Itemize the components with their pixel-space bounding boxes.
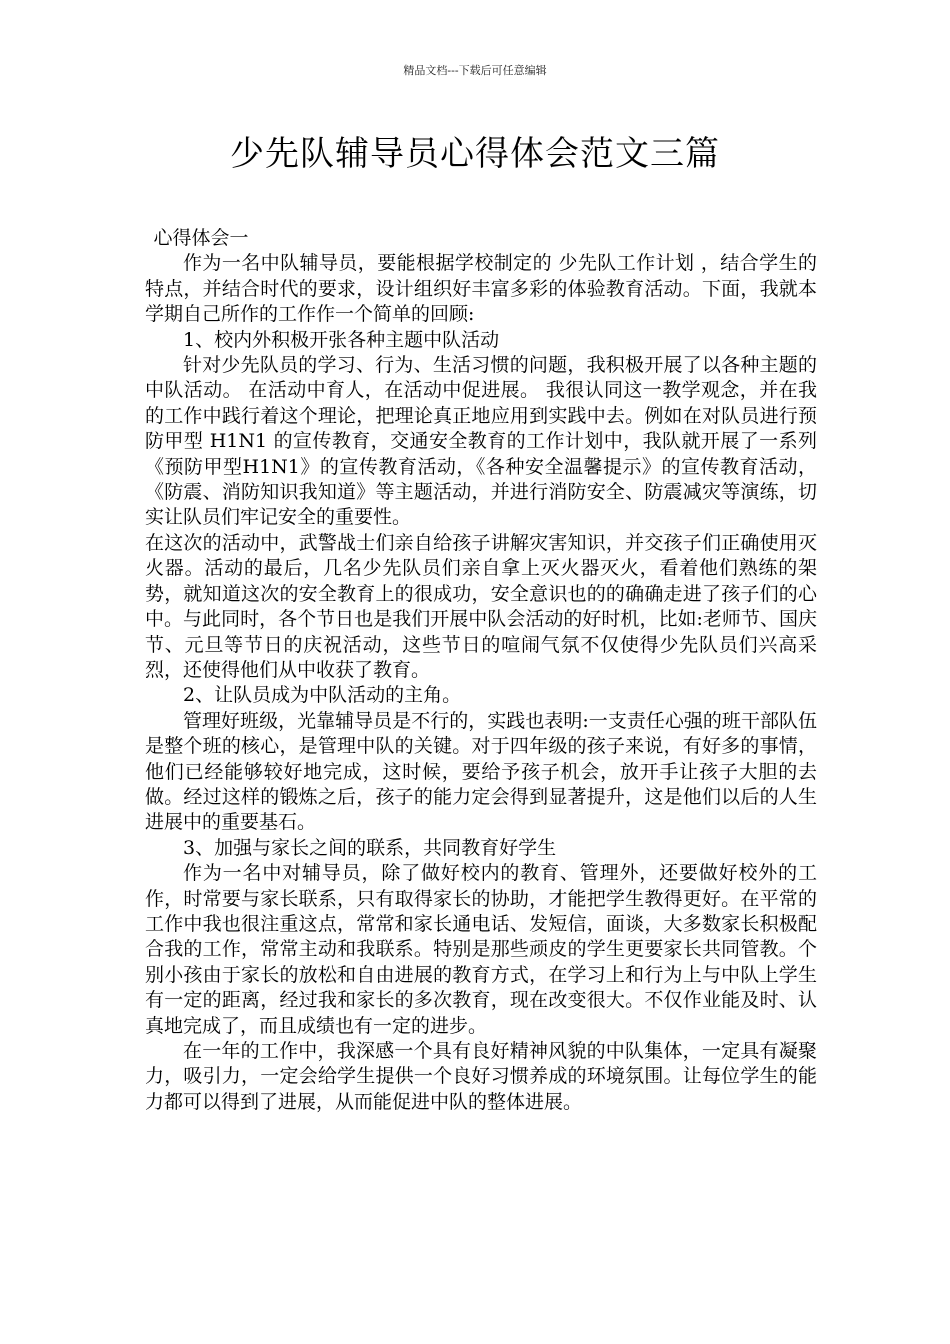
header-note: 精品文档---下载后可任意编辑 <box>403 64 547 77</box>
document-body <box>145 226 817 1115</box>
paragraph-conclusion: 在一年的工作中，我深感一个具有良好精神风貌的中队集体，一定具有凝聚力，吸引力，一定会给学生提供一个良好习惯养成的环境氛围。让每位学生的能力都可以得到了进展，从而能促进中队的整体进展。 <box>145 1040 817 1113</box>
document-title: 少先队辅导员心得体会范文三篇 <box>230 134 720 174</box>
subheading-2: 2、让队员成为中队活动的主角。 <box>183 684 462 707</box>
paragraph-class-cadres: 管理好班级，光靠辅导员是不行的，实践也表明:一支责任心强的班干部队伍是整个班的核心，是管理中队的关键。对于四年级的孩子来说，有好多的事情，他们已经能够较好地完成，这时候，要给予孩子机会，放开手让孩子大胆的去做。经过这样的锻炼之后，孩子的能力定会得到显著提升，这是他们以后的人生进展中的重要基石。 <box>145 709 817 834</box>
subheading-3: 3、加强与家长之间的联系，共同教育好学生 <box>183 836 557 859</box>
paragraph-intro: 作为一名中队辅导员，要能根据学校制定的 少先队工作计划 ，结合学生的特点，并结合时代的要求，设计组织好丰富多彩的体验教育活动。下面，我就本学期自己所作的工作作一个简单的回顾: <box>145 252 817 326</box>
paragraph-fire-drill: 在这次的活动中，武警战士们亲自给孩子讲解灾害知识，并交孩子们正确使用灭火器。活动的最后，几名少先队员们亲自拿上灭火器灭火，看着他们熟练的架势，就知道这次的安全教育上的很成功，安全意识也的的确确走进了孩子们的心中。与此同时，各个节日也是我们开展中队会活动的好时机，比如:老师节、国庆节、元旦等节日的庆祝活动，这些节日的喧闹气氛不仅使得少先队员们兴高采烈，还使得他们从中收获了教育。 <box>145 531 817 681</box>
paragraph-parents: 作为一名中对辅导员，除了做好校内的教育、管理外，还要做好校外的工作，时常要与家长联系，只有取得家长的协助，才能把学生教得更好。在平常的工作中我也很注重这点，常常和家长通电话、发短信，面谈，大多数家长积极配合我的工作，常常主动和我联系。特别是那些顽皮的学生更要家长共同管教。个别小孩由于家长的放松和自由进展的教育方式，在学习上和行为上与中队上学生有一定的距离，经过我和家长的多次教育，现在改变很大。不仅作业能及时、认真地完成了，而且成绩也有一定的进步。 <box>145 862 817 1037</box>
subheading-1: 1、校内外积极开张各种主题中队活动 <box>183 328 500 351</box>
section-label: 心得体会一 <box>153 227 249 249</box>
paragraph-activities: 针对少先队员的学习、行为、生活习惯的问题，我积极开展了以各种主题的中队活动。 在活动中育人，在活动中促进展。 我很认同这一教学观念，并在我的工作中践行着这个理论，把理论真正地应用到实践中去。例如在对队员进行预防甲型 H1N1 的宣传教育，交通安全教育的工作计划中，我队就开展了一系列《预防甲型H1N1》的宣传教育活动，《各种安全温馨提示》的宣传教育活动，《防震、消防知识我知道》等主题活动，并进行消防安全、防震减灾等演练，切实让队员们牢记安全的重要性。 <box>145 354 817 529</box>
